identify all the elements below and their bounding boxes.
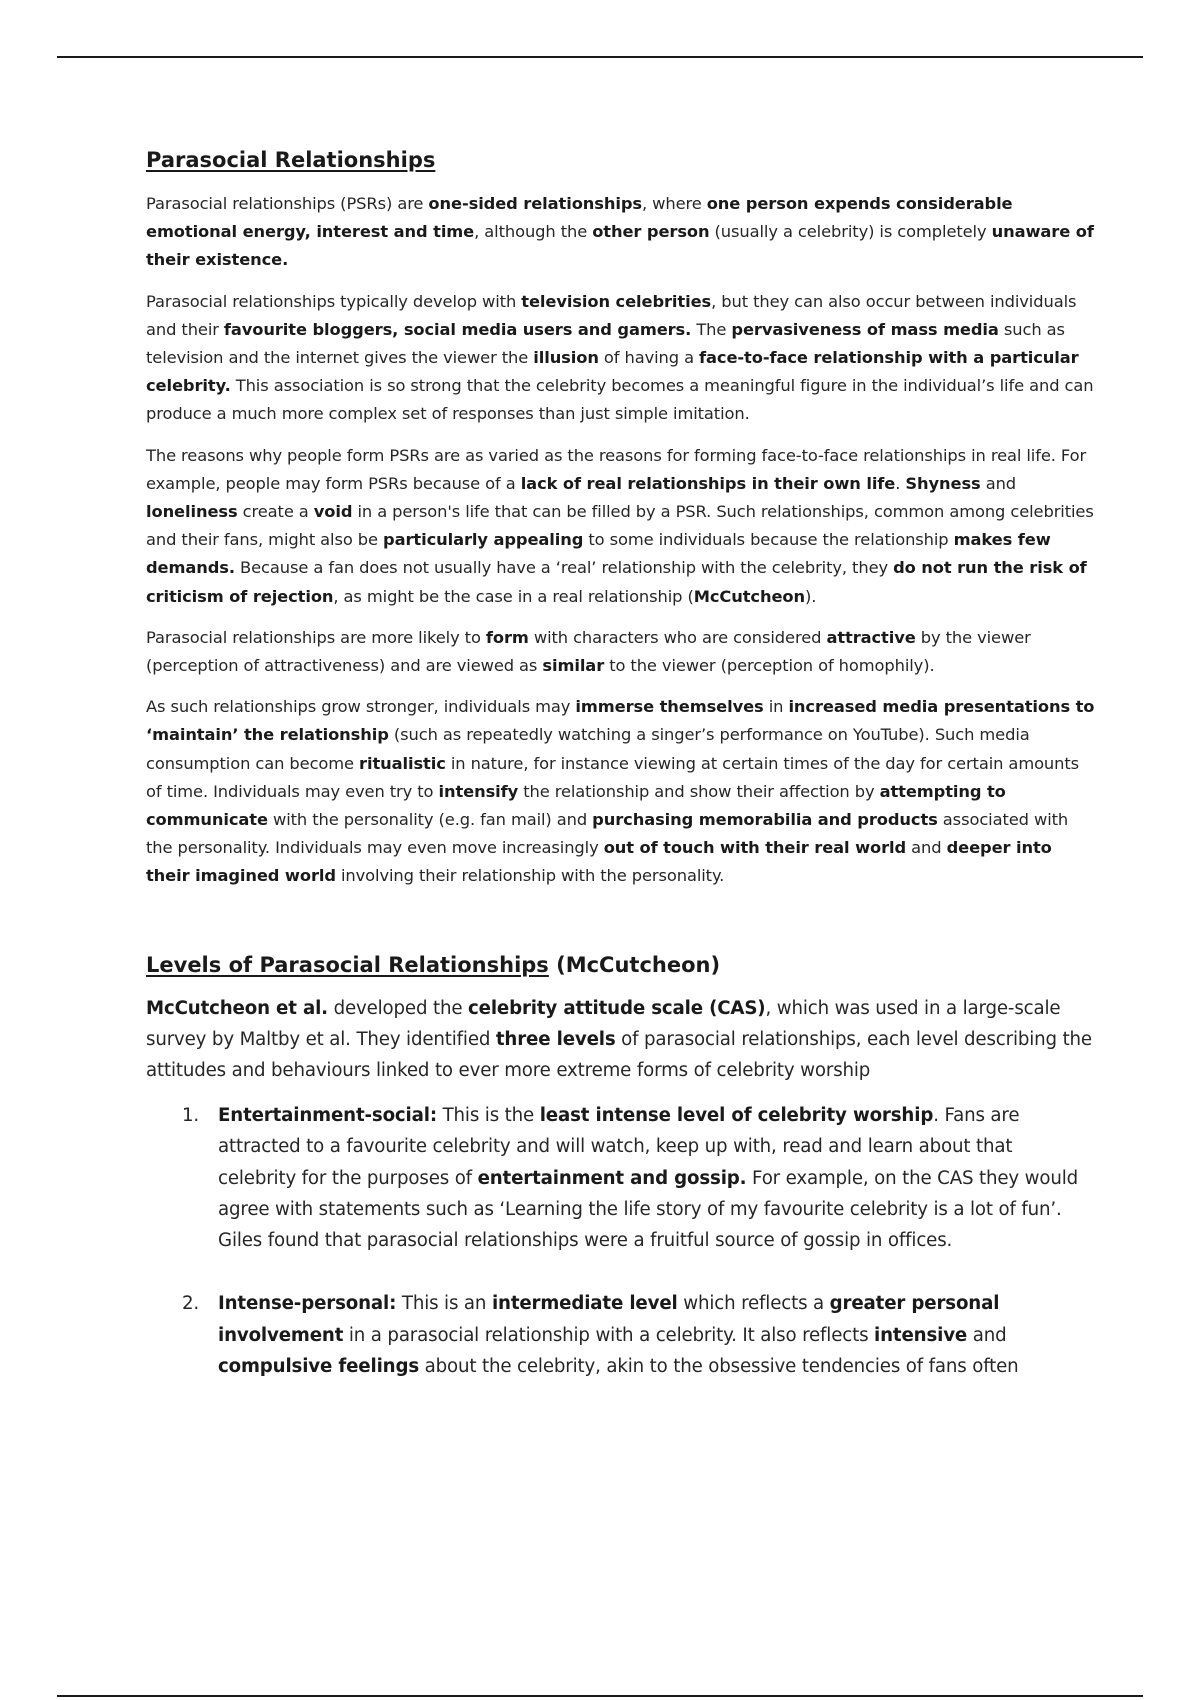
bold-text: compulsive feelings — [218, 1355, 420, 1377]
section-heading-levels — [146, 951, 1096, 979]
text-run: which reflects a — [677, 1293, 830, 1315]
bold-text: unaware of their existence. — [146, 222, 1094, 270]
bold-text: intermediate level — [491, 1293, 678, 1315]
text-run: developed the — [327, 997, 469, 1019]
bold-text: purchasing memorabilia and products — [592, 810, 938, 830]
bold-text: entertainment and gossip. — [477, 1167, 747, 1189]
section-heading-parasocial — [146, 146, 1096, 174]
bold-text: least intense level of celebrity worship — [539, 1105, 934, 1127]
bold-text: other person — [592, 222, 710, 242]
list-item-entertainment-social — [182, 1100, 1096, 1256]
bold-text: lack of real relationships in their own life — [520, 473, 896, 493]
text-run: associated with the personality. Individuals may even move increasingly — [146, 810, 1069, 858]
text-run: to some individuals because the relationship — [583, 530, 954, 550]
levels-list — [146, 1100, 1096, 1382]
bold-text: void — [313, 502, 353, 522]
text-run: For example, on the CAS they would agree with statements such as ‘Learning the life story of my favourite celebrity is a lot of fun’. Giles found that parasocial relationships were a fruitful source of gossip in offices. — [218, 1167, 1079, 1252]
bold-text: face-to-face relationship with a particular celebrity. — [146, 348, 1079, 396]
bold-text: do not run the risk of criticism of rejection — [146, 558, 1087, 606]
heading-suffix: (McCutcheon) — [548, 952, 721, 977]
bold-text: intensify — [438, 781, 519, 801]
text-run: and — [967, 1324, 1007, 1346]
bold-text: deeper into their imagined world — [146, 838, 1052, 886]
bold-text: loneliness — [146, 502, 238, 522]
text-run: , as might be the case in a real relationship ( — [333, 586, 694, 606]
text-run: in a person's life that can be filled by a PSR. Such relationships, common among celebrities and their fans, might also be — [146, 502, 1094, 550]
bold-text: one person expends considerable emotional energy, interest and time — [146, 194, 1013, 242]
text-run: ). — [805, 586, 817, 606]
text-run: The — [691, 319, 732, 339]
text-run: (usually a celebrity) is completely — [709, 222, 992, 242]
text-run: of having a — [598, 348, 700, 368]
bold-text: celebrity attitude scale (CAS) — [468, 997, 766, 1019]
bold-text: intensive — [874, 1324, 968, 1346]
bold-text: McCutcheon — [693, 586, 805, 606]
text-run: and — [980, 473, 1017, 493]
bold-text: immerse themselves — [575, 697, 764, 717]
text-run: (such as repeatedly watching a singer’s performance on YouTube). Such media consumption can become — [146, 725, 1030, 773]
paragraph-maintenance — [146, 693, 1096, 890]
text-run: As such relationships grow stronger, individuals may — [146, 697, 576, 717]
text-run: This association is so strong that the celebrity becomes a meaningful figure in the individual’s life and can produce a much more complex set of responses than just simple imitation. — [146, 376, 1094, 424]
bold-text: attempting to communicate — [146, 781, 1006, 830]
text-run: This is an — [396, 1293, 492, 1315]
text-run: . — [895, 473, 906, 493]
text-run: of parasocial relationships, each level describing the attitudes and behaviours linked to ever more extreme forms of celebrity worship — [146, 1028, 1092, 1082]
paragraph-attractiveness — [146, 624, 1096, 680]
list-item-text — [218, 1293, 1019, 1376]
bold-text: pervasiveness of mass media — [731, 319, 999, 339]
bold-text: increased media presentations to ‘maintain’ the relationship — [146, 697, 1095, 745]
text-run: in nature, for instance viewing at certain times of the day for certain amounts of time. Individuals may even try to — [146, 753, 1080, 801]
bold-text: out of touch with their real world — [603, 838, 907, 858]
heading-text: Parasocial Relationships — [146, 148, 436, 172]
text-run: and — [906, 838, 947, 858]
text-run: create a — [237, 502, 314, 522]
text-run: Parasocial relationships (PSRs) are — [146, 194, 429, 213]
bold-text: Intense-personal: — [218, 1293, 397, 1315]
text-run: Because a fan does not usually have a ‘real’ relationship with the celebrity, they — [234, 558, 894, 578]
list-item-text — [218, 1105, 1078, 1251]
text-run: involving their relationship with the personality. — [335, 866, 725, 886]
text-run: , which was used in a large-scale survey by Maltby et al. They identified — [146, 997, 1061, 1050]
text-run: The reasons why people form PSRs are as varied as the reasons for forming face-to-face relationships in real life. For example, people may form PSRs because of a — [146, 445, 1087, 493]
text-run: in — [763, 697, 789, 717]
text-run: in a parasocial relationship with a celebrity. It also reflects — [343, 1324, 875, 1346]
text-run: with characters who are considered — [528, 627, 827, 647]
text-run: This is the — [436, 1105, 540, 1127]
bold-text: three levels — [495, 1028, 616, 1050]
list-number: 1. — [182, 1105, 200, 1127]
text-run: about the celebrity, akin to the obsessive tendencies of fans often — [419, 1355, 1019, 1377]
bold-text: Shyness — [905, 473, 981, 493]
bold-text: greater personal involvement — [218, 1293, 1000, 1346]
paragraph-development — [146, 288, 1096, 429]
bold-text: illusion — [533, 348, 599, 368]
text-run: , but they can also occur between individuals and their — [146, 291, 1077, 339]
bold-text: attractive — [826, 627, 916, 647]
text-run: with the personality (e.g. fan mail) and — [267, 810, 593, 830]
bold-text: particularly appealing — [383, 530, 584, 550]
document-body — [146, 146, 1096, 1382]
bold-text: television celebrities — [521, 291, 712, 311]
paragraph-reasons — [146, 442, 1096, 611]
bold-text: one-sided relationships — [428, 194, 642, 213]
bold-text: makes few demands. — [146, 530, 1051, 578]
bold-text: ritualistic — [359, 753, 446, 773]
text-run: , where — [641, 194, 707, 213]
paragraph-definition — [146, 190, 1096, 275]
header-rule — [57, 56, 1143, 58]
text-run: such as television and the internet gives the viewer the — [146, 319, 1065, 368]
bold-text: favourite bloggers, social media users and gamers. — [223, 319, 692, 339]
paragraph-cas-intro — [146, 993, 1096, 1087]
text-run: to the viewer (perception of homophily). — [604, 656, 935, 676]
list-item-intense-personal — [182, 1288, 1096, 1382]
footer-rule — [57, 1695, 1143, 1697]
list-number: 2. — [182, 1293, 200, 1315]
bold-text: form — [485, 627, 529, 647]
text-run: by the viewer (perception of attractiveness) and are viewed as — [146, 627, 1031, 676]
text-run: the relationship and show their affection by — [518, 781, 880, 801]
heading-text: Levels of Parasocial Relationships — [146, 952, 549, 977]
text-run: Parasocial relationships typically develop with — [146, 291, 522, 311]
text-run: . Fans are attracted to a favourite celebrity and will watch, keep up with, read and learn about that celebrity for the purposes of — [218, 1105, 1020, 1189]
bold-text: Entertainment-social: — [218, 1105, 437, 1127]
text-run: Parasocial relationships are more likely to — [146, 627, 486, 647]
text-run: , although the — [474, 222, 593, 242]
bold-text: McCutcheon et al. — [146, 997, 328, 1019]
bold-text: similar — [542, 656, 605, 676]
